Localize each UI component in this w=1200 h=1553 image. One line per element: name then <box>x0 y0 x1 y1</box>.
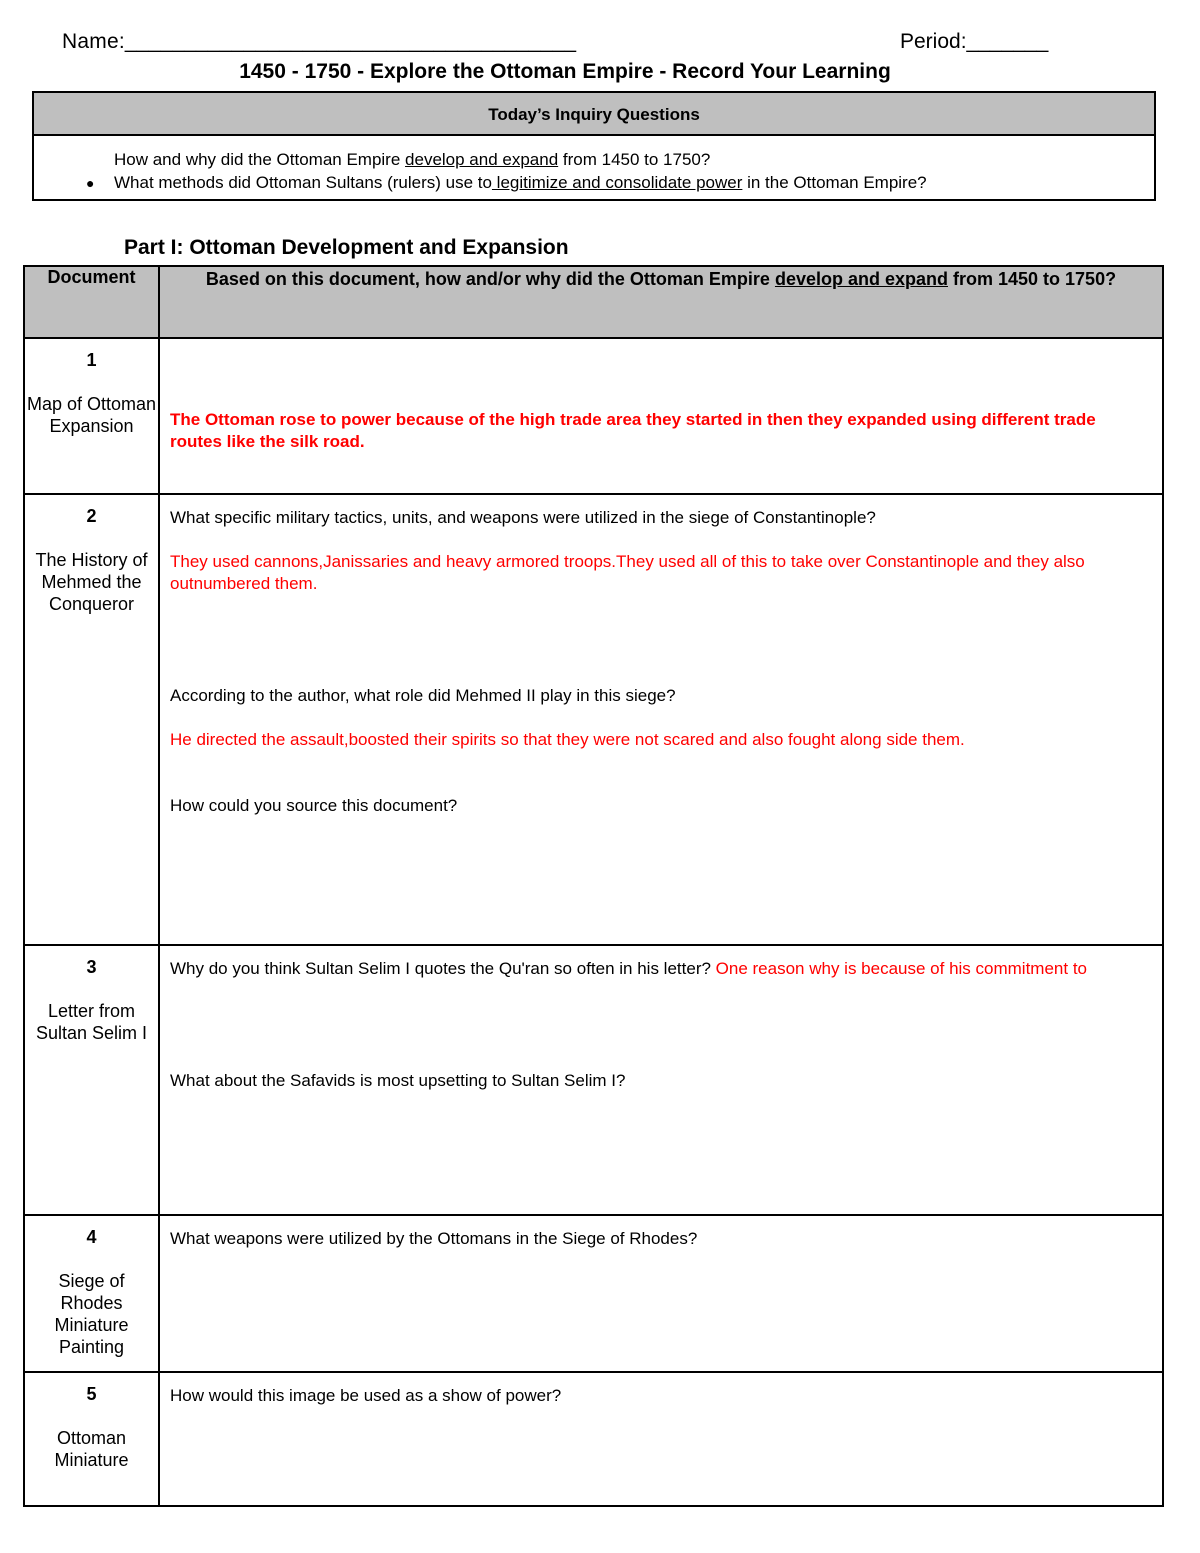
document-title: Map of Ottoman Expansion <box>26 394 157 436</box>
part-1-title: Part I: Ottoman Development and Expansion <box>124 236 569 259</box>
table-row <box>24 494 1163 945</box>
answer-cell[interactable] <box>159 1215 1163 1372</box>
column-header-document: Document <box>24 266 159 338</box>
page-title: 1450 - 1750 - Explore the Ottoman Empire - Record Your Learning <box>239 60 891 83</box>
question-text: Why do you think Sultan Selim I quotes the Qu'ran so often in his letter? One reason why is because of his commitment to <box>170 959 1087 978</box>
document-title: Ottoman Miniature <box>54 1428 129 1470</box>
answer-cell[interactable] <box>159 1372 1163 1506</box>
table-header-row <box>24 266 1163 338</box>
document-number: 3 <box>86 957 97 977</box>
table-row <box>24 1215 1163 1372</box>
question-text: What specific military tactics, units, and weapons were utilized in the siege of Constantinople? <box>170 508 876 527</box>
document-cell <box>24 945 159 1215</box>
table-row <box>24 338 1163 494</box>
document-number: 2 <box>86 506 97 526</box>
table-row <box>24 1372 1163 1506</box>
documents-table <box>23 265 1164 1507</box>
question-text: What weapons were utilized by the Ottomans in the Siege of Rhodes? <box>170 1229 698 1248</box>
question-text: How would this image be used as a show of power? <box>170 1386 562 1405</box>
answer-text: They used cannons,Janissaries and heavy armored troops.They used all of this to take over Constantinople and they also outnumbered them. <box>170 552 1085 593</box>
question-text: How could you source this document? <box>170 796 458 815</box>
document-cell <box>24 1215 159 1372</box>
document-cell <box>24 494 159 945</box>
period-field-label[interactable]: Period:_______ <box>900 30 1049 53</box>
question-text: According to the author, what role did Mehmed II play in this siege? <box>170 686 676 705</box>
document-title: Letter from Sultan Selim I <box>35 1001 148 1043</box>
inquiry-question-1: How and why did the Ottoman Empire develop and expand from 1450 to 1750? <box>114 150 711 169</box>
column-header-question: Based on this document, how and/or why did the Ottoman Empire develop and expand from 1450 to 1750? <box>159 266 1163 338</box>
inquiry-body <box>34 136 1154 194</box>
bullet-icon: ● <box>86 175 95 191</box>
answer-cell[interactable] <box>159 494 1163 945</box>
answer-cell[interactable] <box>159 338 1163 494</box>
document-number: 5 <box>86 1384 97 1404</box>
answer-text: He directed the assault,boosted their spirits so that they were not scared and also fought along side them. <box>170 730 965 749</box>
document-title: The History of Mehmed the Conqueror <box>35 550 148 614</box>
inquiry-questions-box <box>32 91 1156 201</box>
answer-text: The Ottoman rose to power because of the high trade area they started in then they expanded using different trade routes like the silk road. <box>170 410 1096 451</box>
inquiry-heading: Today’s Inquiry Questions <box>34 93 1154 136</box>
document-number: 4 <box>86 1227 97 1247</box>
document-cell <box>24 338 159 494</box>
document-title: Siege of Rhodes Miniature Painting <box>54 1271 129 1357</box>
question-text: What about the Safavids is most upsetting to Sultan Selim I? <box>170 1071 626 1090</box>
inquiry-question-2: What methods did Ottoman Sultans (rulers) use to legitimize and consolidate power in the Ottoman Empire? <box>114 173 927 192</box>
answer-text: One reason why is because of his commitment to <box>715 959 1087 978</box>
document-number: 1 <box>86 350 97 370</box>
name-field-label[interactable]: Name:______________________________________ <box>62 30 577 53</box>
table-row <box>24 945 1163 1215</box>
answer-cell[interactable] <box>159 945 1163 1215</box>
document-cell <box>24 1372 159 1506</box>
